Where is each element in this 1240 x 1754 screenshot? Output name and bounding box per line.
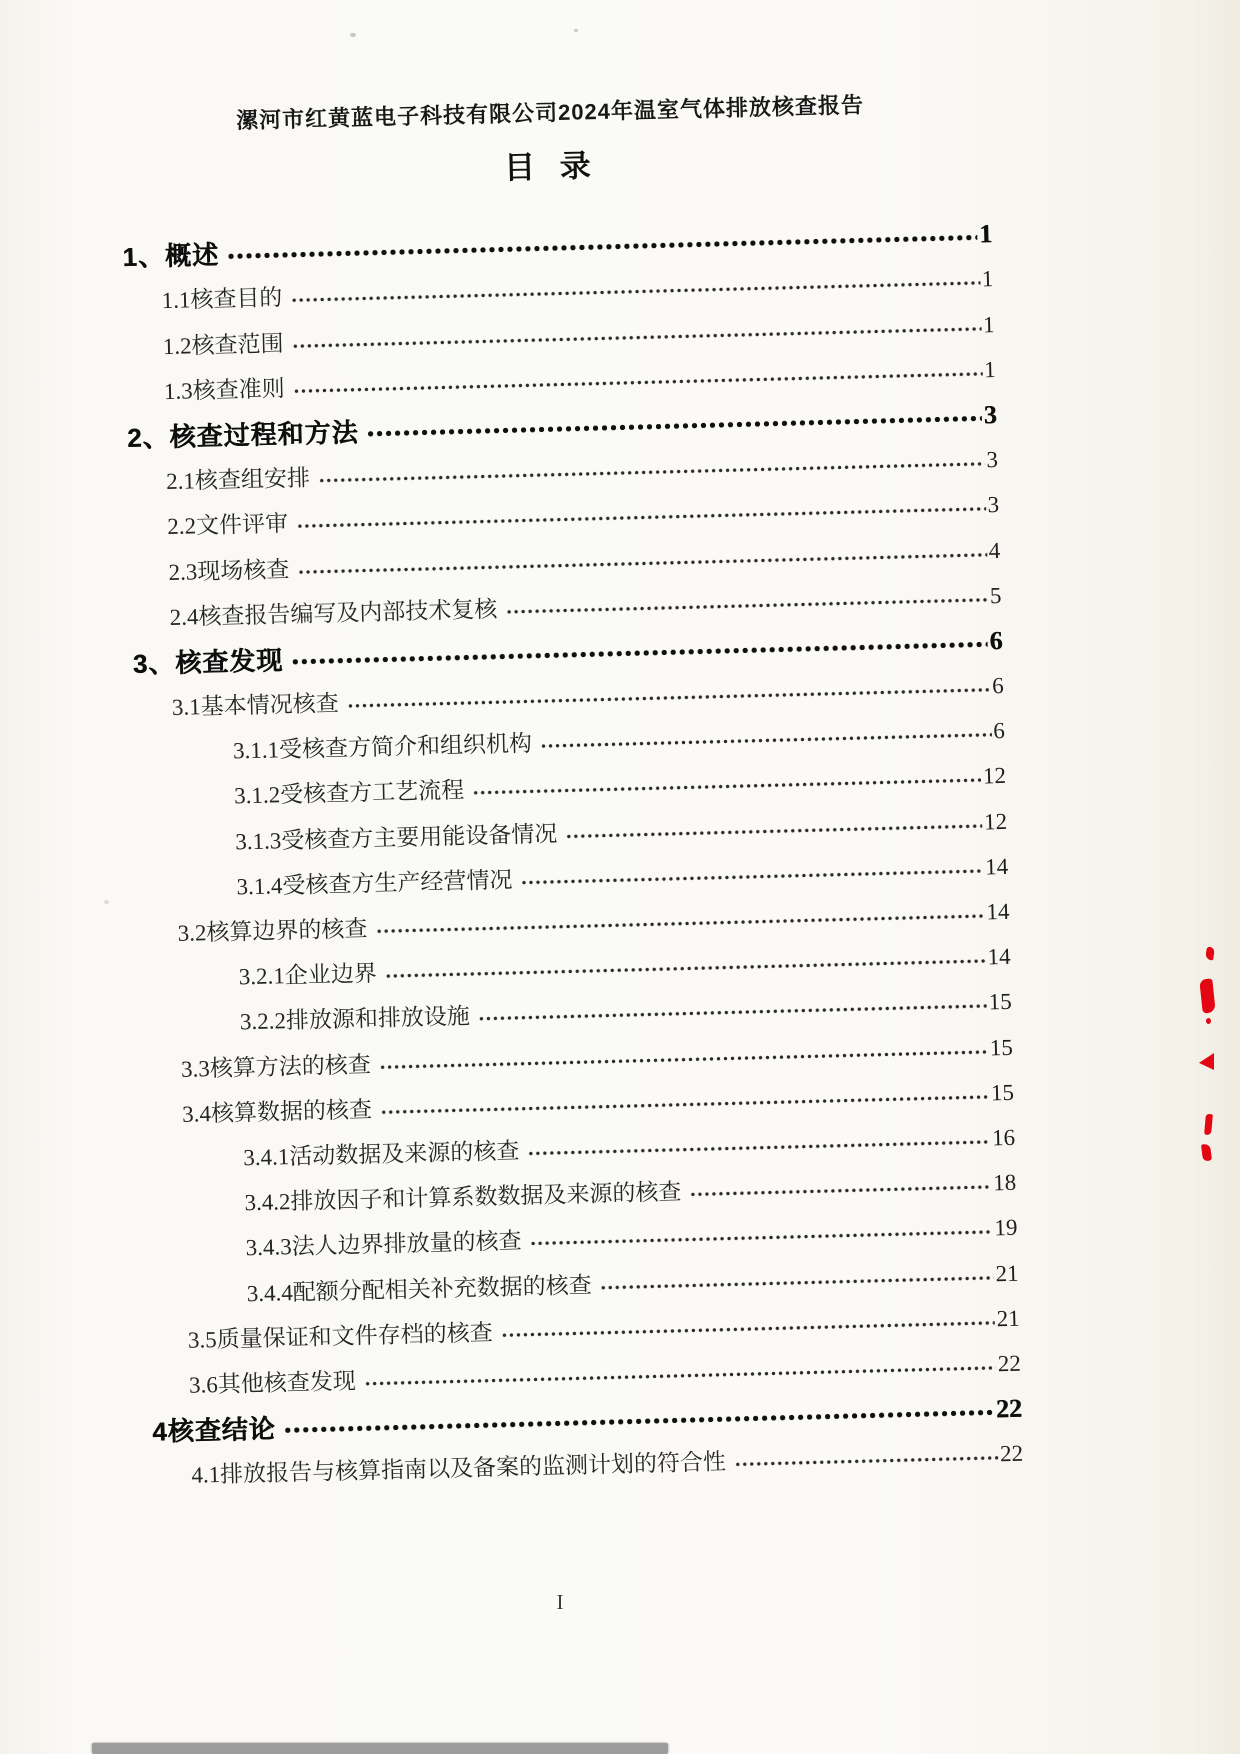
toc-entry-page: 12	[983, 808, 1008, 835]
toc-entry-page: 5	[989, 582, 1002, 608]
red-stamp-artifact	[1204, 1114, 1213, 1136]
toc-entry-label: 2.4核查报告编写及内部技术复核	[169, 596, 498, 630]
toc-entry-label: 3.4.4配额分配相关补充数据的核查	[246, 1272, 592, 1306]
toc-entry-page: 14	[987, 944, 1011, 970]
red-stamp-artifact	[1205, 947, 1215, 961]
toc-entry-page: 1	[983, 356, 996, 383]
toc-entry-page: 1	[981, 266, 994, 292]
toc-entry-page: 22	[995, 1393, 1023, 1424]
toc-list	[114, 203, 1024, 1490]
red-stamp-artifact	[1201, 1144, 1212, 1162]
toc-entry-label: 3.2核算边界的核查	[177, 916, 368, 946]
document-content	[111, 77, 1024, 1490]
toc-entry-page: 3	[987, 492, 1000, 518]
toc-entry-label: 1.2核查范围	[162, 330, 284, 359]
toc-entry-label: 3.1.3受核查方主要用能设备情况	[235, 820, 558, 855]
toc-entry-page: 6	[992, 718, 1006, 744]
toc-entry-page: 15	[989, 1034, 1014, 1060]
toc-entry-label: 3.1.1受核查方简介和组织机构	[232, 731, 533, 764]
scan-speck	[104, 900, 109, 904]
toc-entry-label: 3.3核算方法的核查	[180, 1051, 372, 1082]
toc-entry-label: 1.3核查准则	[163, 375, 285, 404]
document-header-title: 漯河市红黄蓝电子科技有限公司2024年温室气体排放核查报告	[235, 92, 865, 134]
toc-leader-dots	[600, 1275, 994, 1290]
toc-entry-page: 3	[983, 399, 998, 430]
toc-entry-page: 18	[992, 1169, 1017, 1196]
toc-entry-label: 3、核查发现	[132, 645, 284, 679]
toc-entry-page: 15	[990, 1079, 1015, 1106]
toc-entry-page: 22	[999, 1440, 1024, 1467]
toc-entry-label: 2.3现场核查	[168, 556, 290, 585]
scan-speck	[350, 33, 356, 37]
toc-entry-label: 3.4核算数据的核查	[181, 1096, 373, 1127]
toc-entry-label: 3.1.4受核查方生产经营情况	[236, 867, 513, 900]
toc-entry-label: 1、概述	[122, 239, 220, 273]
toc-entry-label: 3.2.1企业边界	[238, 961, 378, 990]
toc-entry-page: 14	[986, 898, 1010, 925]
page-number-footer: I	[556, 1590, 564, 1614]
toc-entry-label: 3.4.3法人边界排放量的核查	[245, 1228, 522, 1261]
toc-entry-page: 1	[982, 311, 995, 337]
toc-title: 目 录	[503, 148, 600, 186]
toc-entry-label: 2.1核查组安排	[165, 465, 311, 495]
toc-entry-page: 21	[995, 1260, 1019, 1286]
toc-entry-page: 19	[994, 1215, 1018, 1241]
toc-entry-label: 4核查结论	[151, 1413, 277, 1447]
toc-entry-label: 3.2.2排放源和排放设施	[239, 1003, 471, 1035]
toc-entry-label: 3.1基本情况核查	[171, 690, 339, 721]
toc-entry-page: 3	[986, 447, 999, 473]
red-stamp-artifact	[1199, 978, 1215, 1013]
toc-entry-label: 4.1排放报告与核算指南以及备案的监测计划的符合性	[191, 1449, 727, 1488]
toc-entry-page: 16	[991, 1124, 1016, 1151]
toc-entry-label: 3.5质量保证和文件存档的核查	[187, 1319, 493, 1353]
toc-entry-page: 12	[982, 763, 1007, 789]
red-stamp-artifact	[1199, 1053, 1214, 1070]
toc-entry-page: 22	[997, 1350, 1022, 1377]
toc-leader-dots	[734, 1456, 998, 1468]
toc-entry-label: 2.2文件评审	[167, 511, 289, 540]
scanner-edge-bar	[92, 1743, 668, 1754]
toc-entry-page: 4	[988, 537, 1001, 563]
red-stamp-artifact	[1206, 1018, 1211, 1024]
toc-entry-label: 3.4.2排放因子和计算系数数据及来源的核查	[244, 1179, 682, 1216]
toc-leader-dots	[565, 823, 982, 839]
toc-entry-page: 6	[989, 625, 1003, 656]
toc-entry-label: 1.1核查目的	[161, 285, 283, 314]
toc-entry-page: 15	[988, 989, 1012, 1015]
toc-leader-dots	[689, 1185, 991, 1198]
toc-entry-label: 2、核查过程和方法	[126, 417, 359, 453]
toc-entry-label: 3.4.1活动数据及来源的核查	[243, 1138, 520, 1171]
toc-entry-label: 3.6其他核查发现	[188, 1368, 357, 1398]
scan-speck	[574, 29, 578, 32]
toc-entry-page: 14	[984, 853, 1009, 880]
toc-entry-label: 3.1.2受核查方工艺流程	[233, 778, 465, 809]
toc-entry-page: 6	[991, 672, 1004, 699]
toc-entry-page: 1	[978, 219, 993, 249]
toc-entry-page: 21	[996, 1305, 1020, 1331]
